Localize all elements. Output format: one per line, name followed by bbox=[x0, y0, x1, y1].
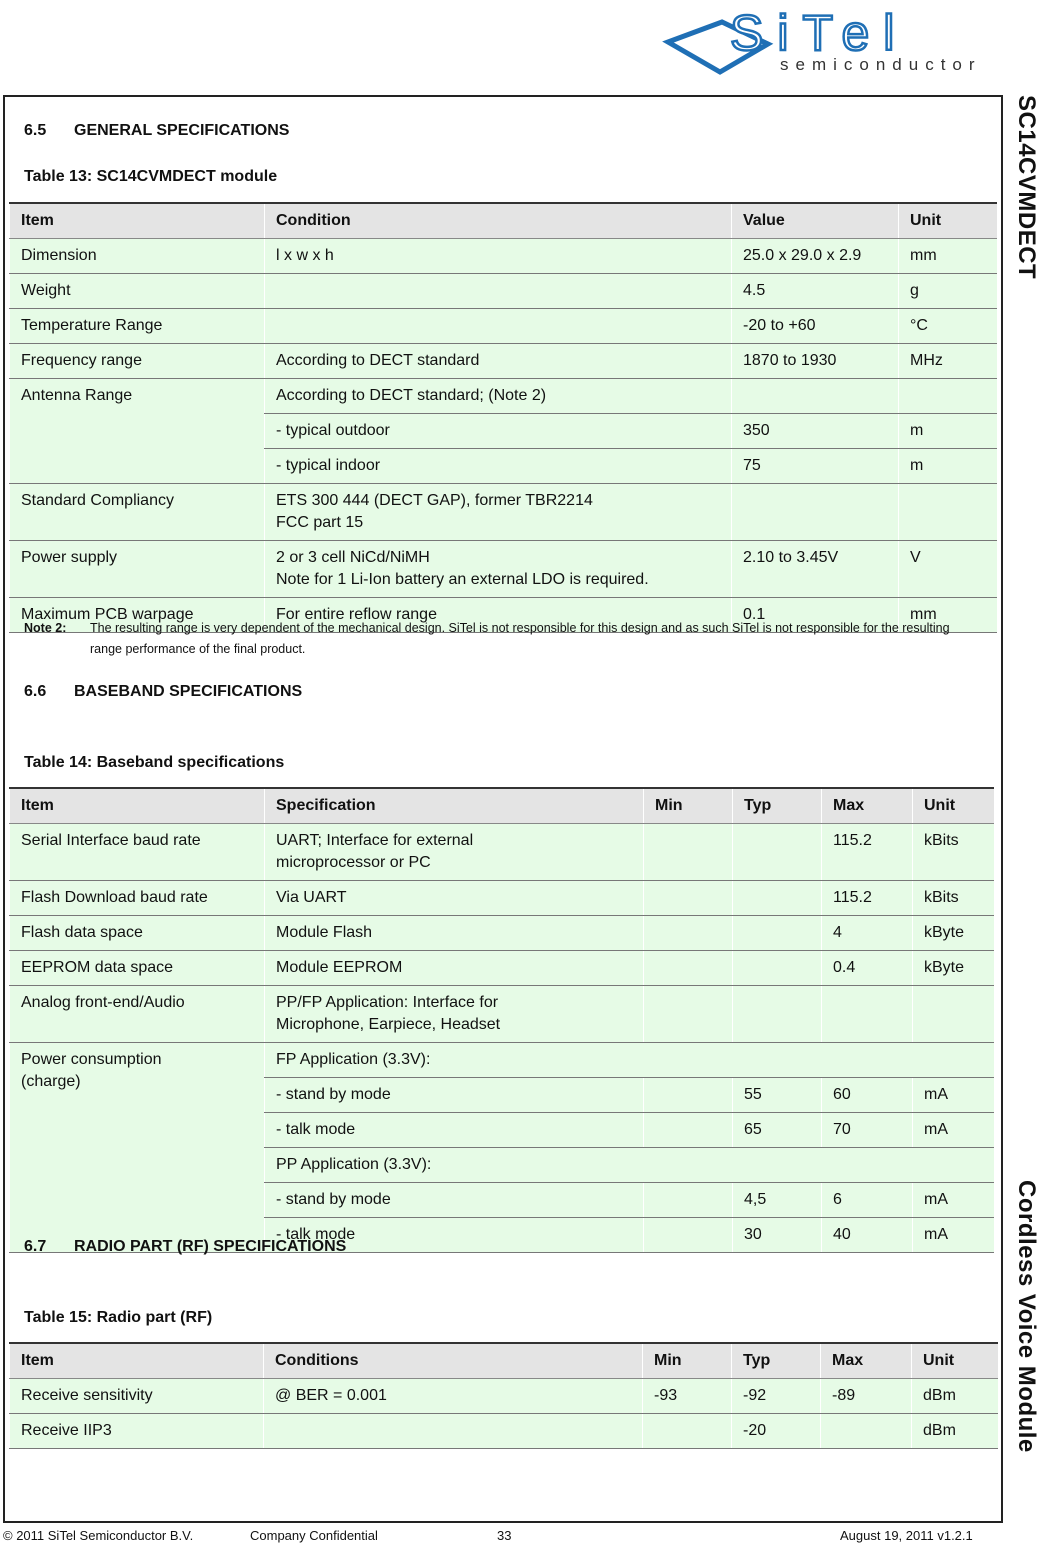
cell: - stand by mode bbox=[265, 1183, 644, 1218]
cell-line: Note for 1 Li-Ion battery an external LDO is required. bbox=[276, 571, 649, 588]
cell: mm bbox=[899, 598, 998, 633]
cell bbox=[644, 951, 733, 986]
table-row bbox=[10, 274, 998, 309]
cell-line: (charge) bbox=[21, 1073, 81, 1090]
cell-line: Microphone, Earpiece, Headset bbox=[276, 1016, 501, 1033]
cell: According to DECT standard; (Note 2) bbox=[265, 379, 732, 414]
cell bbox=[644, 824, 733, 881]
cell bbox=[264, 1414, 643, 1449]
cell: Flash data space bbox=[10, 916, 265, 951]
cell-line: 2 or 3 cell NiCd/NiMH bbox=[276, 549, 430, 566]
cell: mA bbox=[913, 1078, 995, 1113]
cell: dBm bbox=[912, 1414, 999, 1449]
cell: 1870 to 1930 bbox=[732, 344, 899, 379]
cell: Dimension bbox=[10, 239, 265, 274]
table-row bbox=[10, 1043, 995, 1078]
cell: MHz bbox=[899, 344, 998, 379]
cell bbox=[733, 824, 822, 881]
table-row bbox=[10, 881, 995, 916]
cell bbox=[913, 986, 995, 1043]
cell: dBm bbox=[912, 1379, 999, 1414]
cell: PP Application (3.3V): bbox=[265, 1148, 995, 1183]
cell bbox=[265, 824, 644, 881]
cell: According to DECT standard bbox=[265, 344, 732, 379]
cell: 350 bbox=[732, 414, 899, 449]
cell bbox=[822, 986, 913, 1043]
note-2 bbox=[24, 618, 984, 660]
cell: - typical indoor bbox=[265, 449, 732, 484]
cell: l x w x h bbox=[265, 239, 732, 274]
cell: 4,5 bbox=[733, 1183, 822, 1218]
col-header: Typ bbox=[733, 788, 822, 824]
col-header: Condition bbox=[265, 203, 732, 239]
footer-date-version: August 19, 2011 v1.2.1 bbox=[840, 1528, 973, 1543]
sitel-logo bbox=[660, 0, 1035, 80]
table-14 bbox=[9, 787, 994, 1253]
cell bbox=[644, 1218, 733, 1253]
cell: mA bbox=[913, 1113, 995, 1148]
cell bbox=[732, 379, 899, 414]
cell: 2.10 to 3.45V bbox=[732, 541, 899, 598]
cell: - talk mode bbox=[265, 1218, 644, 1253]
cell: 0.1 bbox=[732, 598, 899, 633]
cell: 75 bbox=[732, 449, 899, 484]
cell bbox=[644, 881, 733, 916]
cell bbox=[733, 986, 822, 1043]
cell: Serial Interface baud rate bbox=[10, 824, 265, 881]
cell: For entire reflow range bbox=[265, 598, 732, 633]
section-heading-6-7: 6.7 RADIO PART (RF) SPECIFICATIONS bbox=[24, 1238, 347, 1255]
section-heading-6-6: 6.6 BASEBAND SPECIFICATIONS bbox=[24, 683, 303, 700]
cell: Antenna Range bbox=[10, 379, 265, 484]
cell bbox=[643, 1414, 732, 1449]
cell bbox=[732, 484, 899, 541]
col-header: Unit bbox=[899, 203, 998, 239]
cell bbox=[265, 274, 732, 309]
cell-line: PP/FP Application: Interface for bbox=[276, 994, 499, 1011]
cell: g bbox=[899, 274, 998, 309]
table-row bbox=[10, 951, 995, 986]
footer-confidential: Company Confidential bbox=[250, 1528, 378, 1543]
col-header: Max bbox=[822, 788, 913, 824]
cell: 40 bbox=[822, 1218, 913, 1253]
cell: Weight bbox=[10, 274, 265, 309]
table-13-caption: Table 13: SC14CVMDECT module bbox=[24, 168, 278, 185]
cell: -93 bbox=[643, 1379, 732, 1414]
table-row bbox=[10, 986, 995, 1043]
col-header: Min bbox=[644, 788, 733, 824]
cell: kByte bbox=[913, 951, 995, 986]
cell-line: FCC part 15 bbox=[276, 514, 364, 531]
logo-brand: SiTel bbox=[730, 5, 909, 61]
cell: Maximum PCB warpage bbox=[10, 598, 265, 633]
cell bbox=[644, 1183, 733, 1218]
cell: 30 bbox=[733, 1218, 822, 1253]
cell: Via UART bbox=[265, 881, 644, 916]
section-heading-6-5: 6.5 GENERAL SPECIFICATIONS bbox=[24, 122, 290, 139]
cell: 60 bbox=[822, 1078, 913, 1113]
cell bbox=[733, 916, 822, 951]
cell: Power supply bbox=[10, 541, 265, 598]
cell bbox=[899, 484, 998, 541]
cell bbox=[265, 541, 732, 598]
col-header: Max bbox=[821, 1343, 912, 1379]
col-header: Value bbox=[732, 203, 899, 239]
logo-sub: semiconductor bbox=[780, 55, 982, 74]
cell bbox=[644, 1113, 733, 1148]
cell: mm bbox=[899, 239, 998, 274]
cell: Module EEPROM bbox=[265, 951, 644, 986]
col-header: Unit bbox=[913, 788, 995, 824]
cell bbox=[733, 951, 822, 986]
cell: 0.4 bbox=[822, 951, 913, 986]
table-row bbox=[10, 484, 998, 541]
table-row bbox=[10, 1414, 999, 1449]
cell bbox=[899, 379, 998, 414]
cell: 4.5 bbox=[732, 274, 899, 309]
cell: FP Application (3.3V): bbox=[265, 1043, 995, 1078]
cell-line: UART; Interface for external bbox=[276, 832, 474, 849]
table-15-caption: Table 15: Radio part (RF) bbox=[24, 1309, 213, 1326]
table-14-caption: Table 14: Baseband specifications bbox=[24, 754, 285, 771]
table-row bbox=[10, 824, 995, 881]
cell: -92 bbox=[732, 1379, 821, 1414]
cell: 115.2 bbox=[822, 881, 913, 916]
cell: kBits bbox=[913, 881, 995, 916]
footer-page-number: 33 bbox=[497, 1528, 512, 1543]
cell: V bbox=[899, 541, 998, 598]
cell: Flash Download baud rate bbox=[10, 881, 265, 916]
table-row bbox=[10, 239, 998, 274]
table-row bbox=[10, 379, 998, 414]
col-header: Item bbox=[10, 203, 265, 239]
cell bbox=[644, 1078, 733, 1113]
cell: 70 bbox=[822, 1113, 913, 1148]
col-header: Specification bbox=[265, 788, 644, 824]
cell bbox=[733, 881, 822, 916]
cell: -20 bbox=[732, 1414, 821, 1449]
table-13 bbox=[9, 202, 997, 633]
col-header: Typ bbox=[732, 1343, 821, 1379]
col-header: Conditions bbox=[264, 1343, 643, 1379]
side-product-title: SC14CVMDECT bbox=[1013, 95, 1040, 280]
side-subtitle: Cordless Voice Module bbox=[1013, 1180, 1040, 1453]
cell: - typical outdoor bbox=[265, 414, 732, 449]
cell bbox=[10, 1043, 265, 1253]
cell: 25.0 x 29.0 x 2.9 bbox=[732, 239, 899, 274]
cell bbox=[644, 986, 733, 1043]
cell: m bbox=[899, 449, 998, 484]
cell bbox=[821, 1414, 912, 1449]
cell-line: ETS 300 444 (DECT GAP), former TBR2214 bbox=[276, 492, 593, 509]
table-row bbox=[10, 916, 995, 951]
note-text: The resulting range is very dependent of the mechanical design. SiTel is not responsible for this design and as such SiTel is not responsible for the resulting range performance of the final product. bbox=[90, 621, 950, 656]
cell bbox=[265, 309, 732, 344]
cell: m bbox=[899, 414, 998, 449]
note-label: Note 2: bbox=[24, 621, 67, 635]
cell: °C bbox=[899, 309, 998, 344]
cell: 115.2 bbox=[822, 824, 913, 881]
cell: - stand by mode bbox=[265, 1078, 644, 1113]
cell: -20 to +60 bbox=[732, 309, 899, 344]
cell: Module Flash bbox=[265, 916, 644, 951]
cell: Frequency range bbox=[10, 344, 265, 379]
cell: Standard Compliancy bbox=[10, 484, 265, 541]
cell: - talk mode bbox=[265, 1113, 644, 1148]
col-header: Item bbox=[10, 1343, 264, 1379]
cell: -89 bbox=[821, 1379, 912, 1414]
table-row bbox=[10, 344, 998, 379]
cell: Receive sensitivity bbox=[10, 1379, 264, 1414]
col-header: Min bbox=[643, 1343, 732, 1379]
cell: 6 bbox=[822, 1183, 913, 1218]
cell: mA bbox=[913, 1183, 995, 1218]
cell: Temperature Range bbox=[10, 309, 265, 344]
cell bbox=[644, 916, 733, 951]
cell: Receive IIP3 bbox=[10, 1414, 264, 1449]
col-header: Unit bbox=[912, 1343, 999, 1379]
cell: EEPROM data space bbox=[10, 951, 265, 986]
cell: mA bbox=[913, 1218, 995, 1253]
col-header: Item bbox=[10, 788, 265, 824]
footer-copyright: © 2011 SiTel Semiconductor B.V. bbox=[3, 1528, 194, 1543]
cell: Analog front-end/Audio bbox=[10, 986, 265, 1043]
cell: kByte bbox=[913, 916, 995, 951]
cell-line: microprocessor or PC bbox=[276, 854, 431, 871]
cell-line: Power consumption bbox=[21, 1051, 162, 1068]
cell bbox=[265, 986, 644, 1043]
cell: 65 bbox=[733, 1113, 822, 1148]
cell: 4 bbox=[822, 916, 913, 951]
table-row bbox=[10, 541, 998, 598]
cell: @ BER = 0.001 bbox=[264, 1379, 643, 1414]
cell: kBits bbox=[913, 824, 995, 881]
table-15 bbox=[9, 1342, 998, 1449]
cell bbox=[265, 484, 732, 541]
cell: 55 bbox=[733, 1078, 822, 1113]
table-row bbox=[10, 1379, 999, 1414]
table-row bbox=[10, 309, 998, 344]
